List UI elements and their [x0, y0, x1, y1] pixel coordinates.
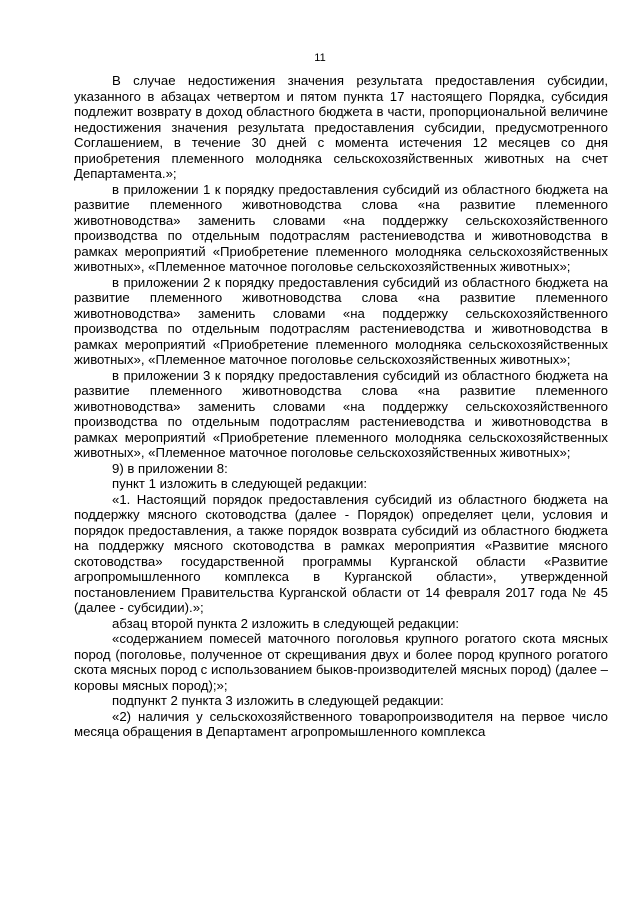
- paragraph-point-3-intro: подпункт 2 пункта 3 изложить в следующей редакции:: [112, 693, 444, 708]
- page-number: 11: [314, 52, 326, 64]
- paragraph-appendix-1: в приложении 1 к порядку предоставления субсидий из областного бюджета на развитие племенного животноводства слова «на развитие племенного животноводства» заменить словами «на поддержку сельскохозяйственного производства по отдельным подотраслям растениеводства и животноводства в рамках мероприятий «Приобретение племенного молодняка сельскохозяйственных животных», «Племенное маточное поголовье сельскохозяйственных животных»;: [74, 181, 608, 274]
- paragraph-point-3-text: «2) наличия у сельскохозяйственного товаропроизводителя на первое число месяца обращения в Департамент агропромышленного комплекса: [74, 708, 608, 739]
- paragraph-point-2-text: «содержанием помесей маточного поголовья крупного рогатого скота мясных пород (поголовье, полученное от скрещивания двух и более пород крупного рогатого скота мясных пород с использованием быков-производителей мясных пород) (далее – коровы мясных пород);»;: [74, 631, 608, 693]
- paragraph-item-9: 9) в приложении 8:: [112, 460, 228, 476]
- paragraph-appendix-2: в приложении 2 к порядку предоставления субсидий из областного бюджета на развитие племенного животноводства слова «на развитие племенного животноводства» заменить словами «на поддержку сельскохозяйственного производства по отдельным подотраслям растениеводства и животноводства в рамках мероприятий «Приобретение племенного молодняка сельскохозяйственных животных», «Племенное маточное поголовье сельскохозяйственных животных»;: [74, 274, 608, 367]
- paragraph-point-1-intro: пункт 1 изложить в следующей редакции:: [112, 476, 368, 491]
- paragraph-appendix-3: в приложении 3 к порядку предоставления субсидий из областного бюджета на развитие племенного животноводства слова «на развитие племенного животноводства» заменить словами «на поддержку сельскохозяйственного производства по отдельным подотраслям растениеводства и животноводства в рамках мероприятий «Приобретение племенного молодняка сельскохозяйственных животных», «Племенное маточное поголовье сельскохозяйственных животных»;: [74, 367, 608, 460]
- paragraph-refund-clause: В случае недостижения значения результата предоставления субсидии, указанного в абзацах четвертом и пятом пункта 17 настоящего Порядка, субсидия подлежит возврату в доход областного бюджета в части, пропорциональной величине недостижения значения результата предоставления субсидии, предусмотренного Соглашением, в течение 30 дней с момента истечения 12 месяцев со дня приобретения племенного молодняка сельскохозяйственных животных на счет Департамента.»;: [74, 73, 608, 181]
- paragraph-point-2-intro: абзац второй пункта 2 изложить в следующей редакции:: [112, 615, 460, 631]
- paragraph-point-1-text: «1. Настоящий порядок предоставления субсидий из областного бюджета на поддержку мясного скотоводства (далее - Порядок) определяет цели, условия и порядок предоставления, а также порядок возврата субсидий из областного бюджета на поддержку мясного скотоводства в рамках мероприятия «Развитие мясного скотоводства» государственной программы Курганской области «Развитие агропромышленного комплекса в Курганской области», утвержденной постановлением Правительства Курганской области от 14 февраля 2017 года № 45 (далее - субсидии).»;: [74, 491, 608, 615]
- document-body: [74, 73, 608, 740]
